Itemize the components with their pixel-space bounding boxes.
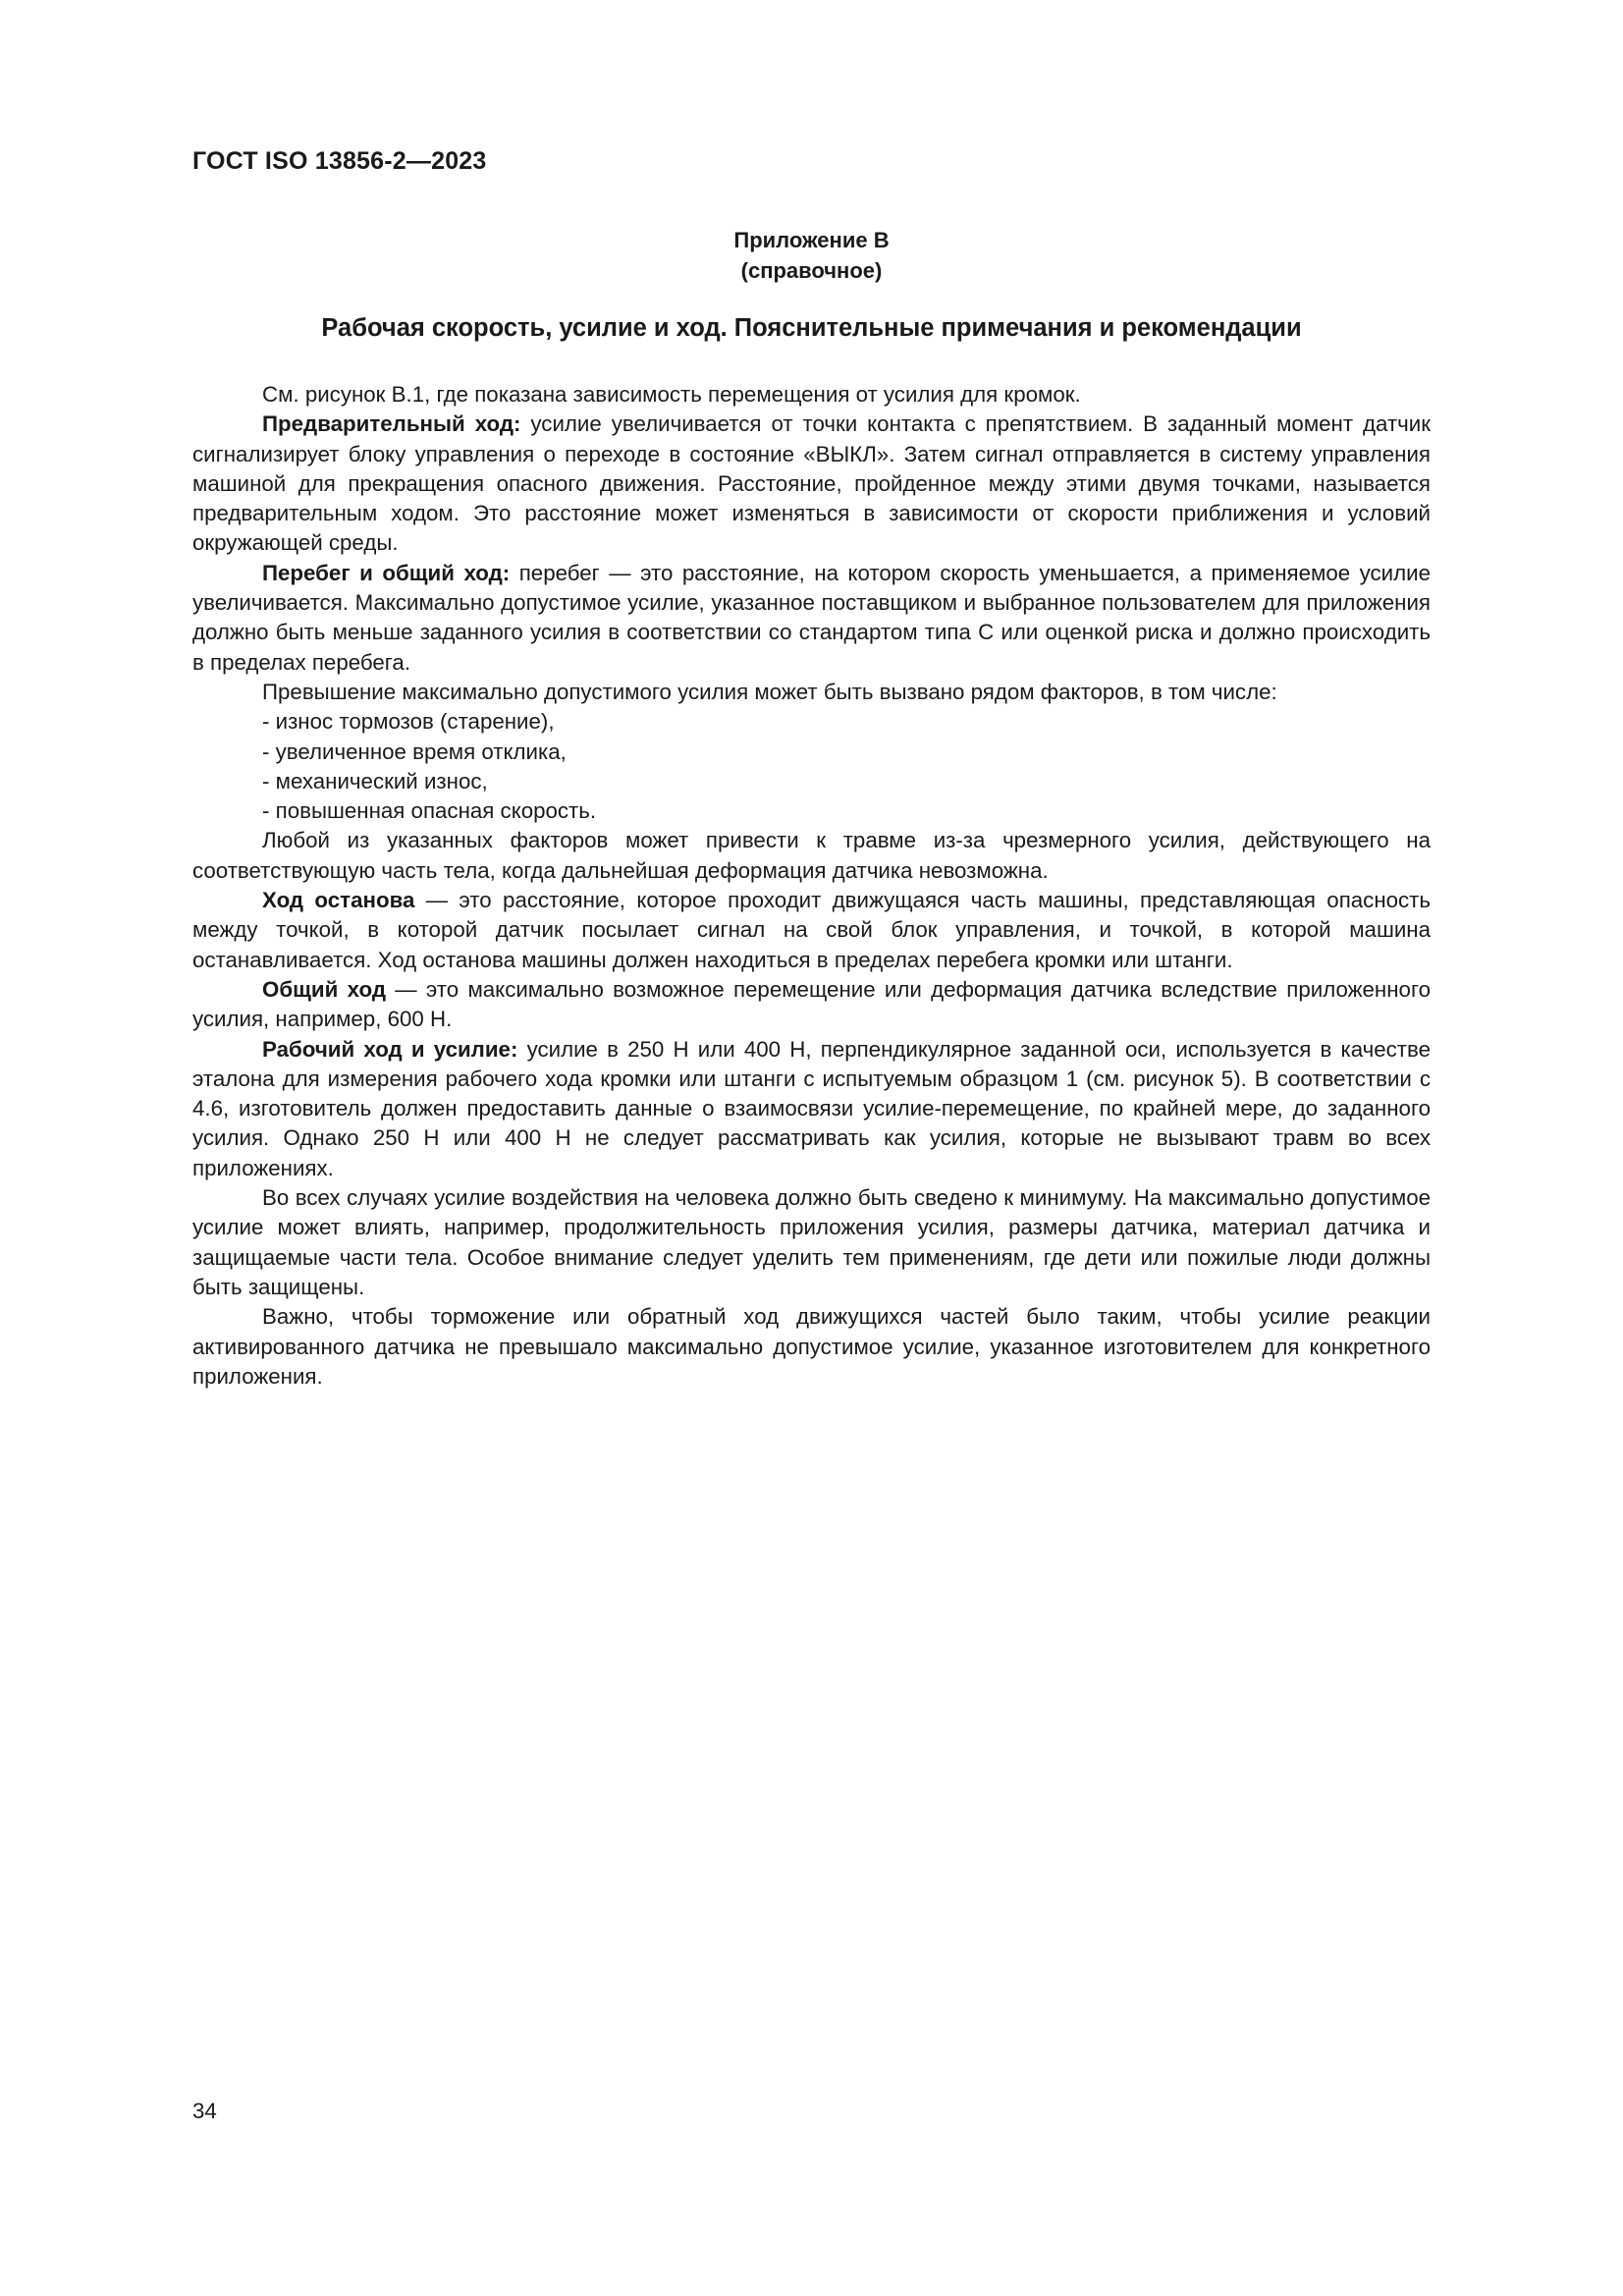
list-item: - увеличенное время отклика, [262,738,567,764]
list-item: - механический износ, [262,768,488,793]
definition-working-travel: усилие в 250 Н или 400 Н, перпендикулярное заданной оси, используется в качестве эталона для измерения рабочего хода кромки или штанги с испытуемым образцом 1 (см. рисунок 5). В соответствии с 4.6, изготовитель должен предоставить данные о взаимосвязи усилие-перемещение, по крайней мере, до заданного усилия. Однако 250 Н или 400 Н не следует рассматривать как усилия, которые не вызывают травм во всех приложениях. [192,1036,1431,1180]
paragraph-factors-intro: Превышение максимально допустимого усилия может быть вызвано рядом факторов, в том числе: [262,679,1277,704]
paragraph-figure-reference: См. рисунок В.1, где показана зависимость перемещения от усилия для кромок. [262,382,1081,407]
annex-body [192,380,1431,1392]
definition-stopping-travel: — это расстояние, которое проходит движущаяся часть машины, представляющая опасность между точкой, в которой датчик посылает сигнал на свой блок управления, и точкой, в которой машина останавливается. Ход останова машины должен находиться в пределах перебега кромки или штанги. [192,888,1432,972]
paragraph-overtravel [192,559,1431,678]
term-pre-travel: Предварительный ход: [262,411,521,437]
term-total-travel: Общий ход [262,976,386,1002]
annex-label: Приложение В [733,228,890,252]
paragraph-braking: Важно, чтобы торможение или обратный ход движущихся частей было таким, чтобы усилие реакции активированного датчика не превышало максимально допустимое усилие, указанное изготовителем для конкретного приложения. [192,1304,1431,1389]
list-item: - износ тормозов (старение), [262,709,555,735]
document-id-header: ГОСТ ISO 13856-2—2023 [192,147,487,175]
paragraph-stopping-travel [192,886,1431,975]
term-overtravel: Перебег и общий ход: [262,560,511,585]
annex-title: Рабочая скорость, усилие и ход. Пояснительные примечания и рекомендации [321,314,1302,342]
definition-pre-travel: усилие увеличивается от точки контакта с препятствием. В заданный момент датчик сигнализирует блоку управления о переходе в состояние «ВЫКЛ». Затем сигнал отправляется в систему управления машиной для прекращения опасного движения. Расстояние, пройденное между этими двумя точками, называется предварительным ходом. Это расстояние может изменяться в зависимости от скорости приближения и условий окружающей среды. [192,411,1431,556]
annex-status: (справочное) [740,258,883,283]
paragraph-minimize-force: Во всех случаях усилие воздействия на человека должно быть сведено к минимуму. На максимально допустимое усилие может влиять, например, продолжительность приложения усилия, размеры датчика, материал датчика и защищаемые части тела. Особое внимание следует уделить тем применениям, где дети или пожилые люди должны быть защищены. [192,1185,1431,1299]
definition-total-travel: — это максимально возможное перемещение или деформация датчика вследствие приложенного усилия, например, 600 Н. [192,976,1431,1032]
paragraph-pre-travel [192,410,1431,558]
definition-overtravel: перебег — это расстояние, на котором скорость уменьшается, а применяемое усилие увеличивается. Максимально допустимое усилие, указанное поставщиком и выбранное пользователем для приложения должно быть меньше заданного усилия в соответствии со стандартом типа С или оценкой риска и должно происходить в пределах перебега. [192,560,1431,675]
term-stopping-travel: Ход останова [262,888,415,913]
factors-list [192,707,1431,826]
page-number: 34 [192,2099,217,2123]
annex-heading [192,225,1431,286]
paragraph-injury-risk: Любой из указанных факторов может привести к травме из-за чрезмерного усилия, действующего на соответствующую часть тела, когда дальнейшая деформация датчика невозможна. [192,828,1431,883]
term-working-travel: Рабочий ход и усилие: [262,1036,518,1062]
paragraph-working-travel [192,1035,1431,1183]
list-item: - повышенная опасная скорость. [262,798,597,824]
paragraph-total-travel [192,975,1431,1035]
